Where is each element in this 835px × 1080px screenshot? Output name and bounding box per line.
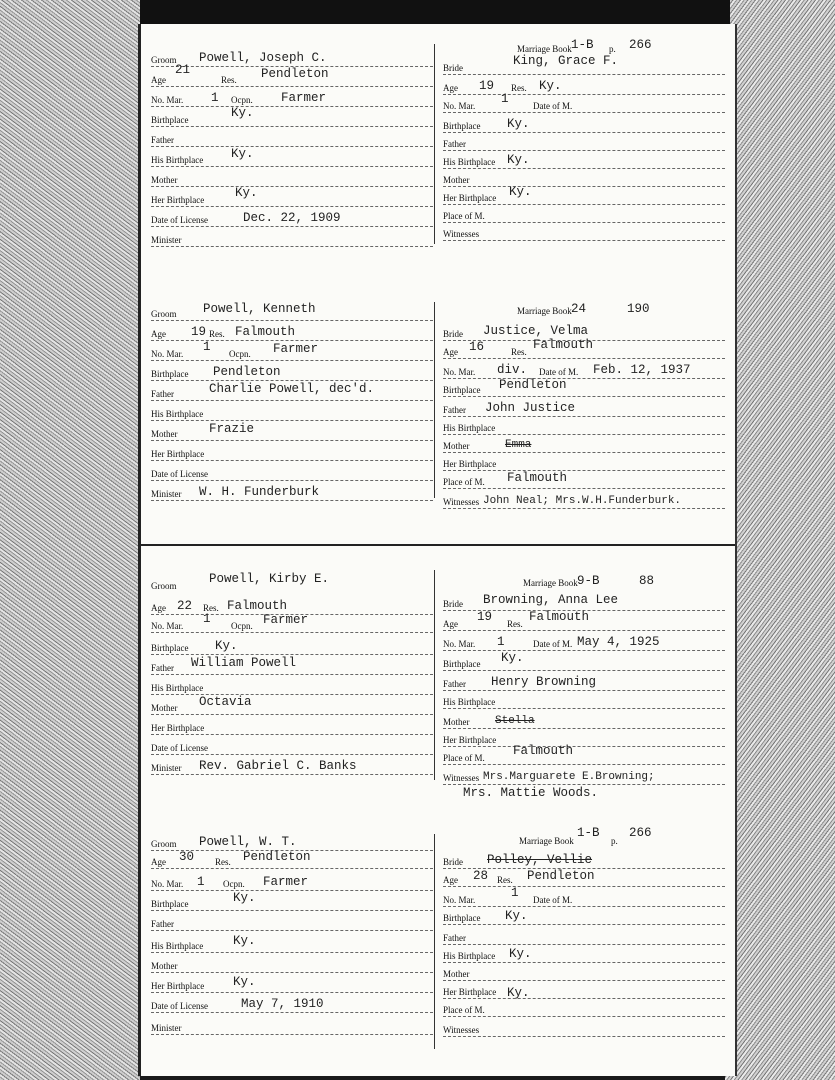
marriage-card: Groom Powell, Kirby E. Age 22 Res. Falmouth No. Mar. 1 Ocpn. Farmer Birthplace Ky. Father William Powell His Birthplace Mother Octavia Her Birthplace Date of License Minister Rev. Gabriel C. Banks Marriage Book 9-B 88 Bride Browning, Anna Lee Age 19 Res. Falmouth No. Mar. 1 Date of M. May 4, 1925 Birthplace Ky. Father Henry Browning His Birthplace Mother Stella Her Birthplace Place of M. Falmouth Witnesses Mrs.Marguarete E.Browning; Mrs. Mattie Woods. [141,554,735,786]
card-divider [141,544,735,546]
marriage-card: Groom Powell, Joseph C. Age 21 Res. Pendleton No. Mar. 1 Ocpn. Farmer Birthplace Ky. Father His Birthplace Ky. Mother Her Birthplace Ky. Date of License Dec. 22, 1909 Minister Marriage Book 1-B p. 266 Bride King, Grace F. Age 19 Res. Ky. No. Mar. 1 Date of M. Birthplace Ky. Father His Birthplace Ky. Mother Her Birthplace Ky. Place of M. Witnesses [141,24,735,256]
groom-res: Falmouth [227,599,288,613]
groom-age: 22 [177,599,193,613]
record-sheet [138,24,737,1076]
groom-age: 19 [191,325,207,339]
groom-res: Pendleton [243,850,311,864]
groom-name: Powell, Kirby E. [209,572,330,586]
scan-border-right [725,0,835,1080]
groom-occupation: Farmer [263,875,309,889]
groom-res: Falmouth [235,325,296,339]
groom-age: 30 [179,850,195,864]
bride-name: King, Grace F. [513,54,619,68]
marriage-card: Groom Powell, W. T. Age 30 Res. Pendleton No. Mar. 1 Ocpn. Farmer Birthplace Ky. Father His Birthplace Ky. Mother Her Birthplace Ky. Date of License May 7, 1910 Minister Marriage Book 1-B p. 266 Bride Polley, Vellie Age 28 Res. Pendleton No. Mar. 1 Date of M. Birthplace Ky. Father His Birthplace Ky. Mother Her Birthplace Ky. Place of M. Witnesses [141,824,735,1064]
groom-occupation: Farmer [263,613,309,627]
groom-name: Powell, W. T. [199,835,297,849]
groom-name: Powell, Joseph C. [199,51,327,65]
groom-res: Pendleton [261,67,329,81]
groom-occupation: Farmer [273,342,319,356]
bride-name: Browning, Anna Lee [483,593,619,607]
bride-name: Polley, Vellie [487,853,593,867]
groom-age: 21 [175,63,191,77]
groom-occupation: Farmer [281,91,327,105]
groom-name: Powell, Kenneth [203,302,316,316]
scan-border-left [0,0,140,1080]
license-date: Dec. 22, 1909 [243,211,341,225]
marriage-card: Groom Powell, Kenneth Age 19 Res. Falmouth No. Mar. 1 Ocpn. Farmer Birthplace Pendleton Father Charlie Powell, dec'd. His Birthplace Mother Frazie Her Birthplace Date of License Minister W. H. Funderburk Marriage Book 24 190 Bride Justice, Velma Age 16 Res. Falmouth No. Mar. div. Date of M. Feb. 12, 1937 Birthplace Pendleton Father John Justice His Birthplace Mother Emma Her Birthplace Place of M. Falmouth Witnesses John Neal; Mrs.W.H.Funderburk. [141,282,735,504]
license-date: May 7, 1910 [241,997,324,1011]
bride-name: Justice, Velma [483,324,589,338]
